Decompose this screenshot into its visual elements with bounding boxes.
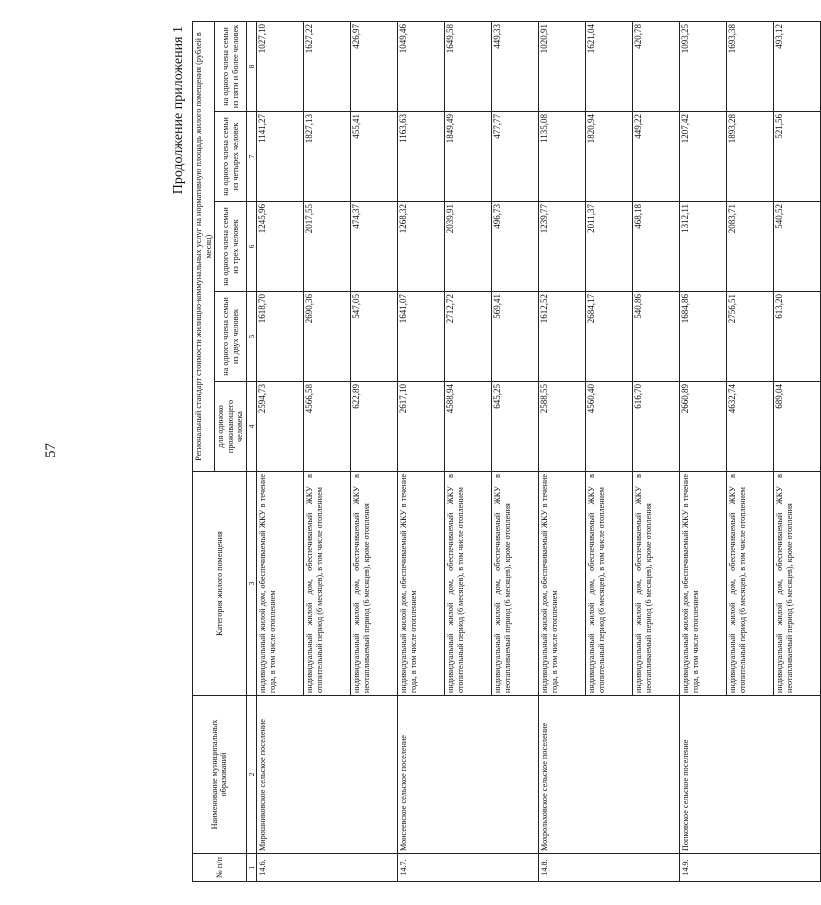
category-cell: индивидуальный жилой дом, обеспечиваемый ЖКУ в течение года, в том числе отоплением [538, 472, 585, 696]
value-cell: 468,18 [632, 202, 679, 292]
header-sub-3: на одного члена семьи из трех человек [215, 202, 247, 292]
category-cell: индивидуальный жилой дом, обеспечиваемый ЖКУ в течение года, в том числе отоплением [679, 472, 726, 696]
value-cell: 2083,71 [726, 202, 773, 292]
row-number: 14.7. [397, 854, 538, 882]
column-index: 1 [246, 854, 256, 882]
value-cell: 1649,58 [444, 21, 491, 111]
category-cell: индивидуальный жилой дом, обеспечиваемый ЖКУ в течение года, в том числе отоплением [256, 472, 303, 696]
municipality-name: Моисеевское сельское поселение [397, 696, 538, 854]
value-cell: 569,41 [491, 292, 538, 382]
column-index: 8 [246, 21, 256, 111]
value-cell: 2011,37 [585, 202, 632, 292]
value-cell: 1239,77 [538, 202, 585, 292]
value-cell: 4560,40 [585, 382, 632, 472]
category-cell: индивидуальный жилой дом, обеспечиваемый ЖКУ в неотапливаемый период (6 месяцев), кроме отопления [491, 472, 538, 696]
value-cell: 2039,91 [444, 202, 491, 292]
header-municipality: Наименование муниципальных образований [193, 696, 247, 854]
value-cell: 2756,51 [726, 292, 773, 382]
table-row [679, 21, 726, 881]
value-cell: 493,12 [773, 21, 820, 111]
category-cell: индивидуальный жилой дом, обеспечиваемый ЖКУ в неотапливаемый период (6 месяцев), кроме отопления [350, 472, 397, 696]
value-cell: 1641,07 [397, 292, 444, 382]
value-cell: 474,37 [350, 202, 397, 292]
value-cell: 2594,73 [256, 382, 303, 472]
value-cell: 622,89 [350, 382, 397, 472]
value-cell: 1163,63 [397, 112, 444, 202]
value-cell: 1684,86 [679, 292, 726, 382]
municipality-name: Попковское сельское поселение [679, 696, 820, 854]
value-cell: 1627,22 [303, 21, 350, 111]
header-sub-5: на одного члена семьи из пяти и более человек [215, 21, 247, 111]
value-cell: 4588,94 [444, 382, 491, 472]
category-cell: индивидуальный жилой дом, обеспечиваемый ЖКУ в отопительный период (6 месяцев), в том числе отоплением [444, 472, 491, 696]
value-cell: 2684,17 [585, 292, 632, 382]
value-cell: 449,33 [491, 21, 538, 111]
value-cell: 2712,72 [444, 292, 491, 382]
table-row [397, 21, 444, 881]
value-cell: 1141,27 [256, 112, 303, 202]
value-cell: 1268,32 [397, 202, 444, 292]
category-cell: индивидуальный жилой дом, обеспечиваемый ЖКУ в неотапливаемый период (6 месяцев), кроме отопления [632, 472, 679, 696]
value-cell: 2588,55 [538, 382, 585, 472]
value-cell: 4632,74 [726, 382, 773, 472]
value-cell: 2017,55 [303, 202, 350, 292]
column-index: 3 [246, 472, 256, 696]
value-cell: 645,25 [491, 382, 538, 472]
value-cell: 420,78 [632, 21, 679, 111]
header-sub-2: на одного члена семьи из двух человек [215, 292, 247, 382]
value-cell: 1312,11 [679, 202, 726, 292]
value-cell: 1618,70 [256, 292, 303, 382]
value-cell: 540,86 [632, 292, 679, 382]
header-no: № п/п [193, 854, 247, 882]
value-cell: 2690,36 [303, 292, 350, 382]
header-standard-group: Региональный стандарт стоимости жилищно-коммунальных услуг на нормативную площадь жилого помещения (рублей в месяц) [193, 21, 215, 471]
value-cell: 1027,10 [256, 21, 303, 111]
value-cell: 547,05 [350, 292, 397, 382]
value-cell: 613,20 [773, 292, 820, 382]
value-cell: 4566,58 [303, 382, 350, 472]
standards-table [192, 21, 821, 882]
municipality-name: Мохрольховское сельское поселение [538, 696, 679, 854]
column-index-row [246, 21, 256, 881]
rotated-page [171, 22, 794, 882]
value-cell: 449,22 [632, 112, 679, 202]
value-cell: 2617,10 [397, 382, 444, 472]
value-cell: 2660,89 [679, 382, 726, 472]
value-cell: 1893,28 [726, 112, 773, 202]
value-cell: 1093,25 [679, 21, 726, 111]
category-cell: индивидуальный жилой дом, обеспечиваемый ЖКУ в отопительный период (6 месяцев), в том числе отоплением [303, 472, 350, 696]
header-sub-1: для одиноко проживающего человека [215, 382, 247, 472]
category-cell: индивидуальный жилой дом, обеспечиваемый ЖКУ в неотапливаемый период (6 месяцев), кроме отопления [773, 472, 820, 696]
value-cell: 1049,46 [397, 21, 444, 111]
header-category: Категория жилого помещения [193, 472, 247, 696]
category-cell: индивидуальный жилой дом, обеспечиваемый ЖКУ в отопительный период (6 месяцев), в том числе отоплением [585, 472, 632, 696]
value-cell: 521,56 [773, 112, 820, 202]
value-cell: 426,97 [350, 21, 397, 111]
value-cell: 455,41 [350, 112, 397, 202]
header-sub-4: на одного члена семьи из четырех человек [215, 112, 247, 202]
category-cell: индивидуальный жилой дом, обеспечиваемый ЖКУ в течение года, в том числе отоплением [397, 472, 444, 696]
value-cell: 1827,13 [303, 112, 350, 202]
column-index: 6 [246, 202, 256, 292]
value-cell: 1207,42 [679, 112, 726, 202]
row-number: 14.9. [679, 854, 820, 882]
value-cell: 1135,08 [538, 112, 585, 202]
column-index: 2 [246, 696, 256, 854]
row-number: 14.6. [256, 854, 397, 882]
value-cell: 1621,04 [585, 21, 632, 111]
value-cell: 616,70 [632, 382, 679, 472]
column-index: 5 [246, 292, 256, 382]
page-number: 57 [43, 443, 59, 458]
value-cell: 540,52 [773, 202, 820, 292]
continuation-label: Продолжение приложения 1 [171, 26, 186, 195]
value-cell: 1245,96 [256, 202, 303, 292]
value-cell: 1820,94 [585, 112, 632, 202]
table-row [538, 21, 585, 881]
category-cell: индивидуальный жилой дом, обеспечиваемый ЖКУ в отопительный период (6 месяцев), в том числе отоплением [726, 472, 773, 696]
row-number: 14.8. [538, 854, 679, 882]
value-cell: 1020,91 [538, 21, 585, 111]
value-cell: 689,04 [773, 382, 820, 472]
table-row [256, 21, 303, 881]
value-cell: 496,73 [491, 202, 538, 292]
column-index: 7 [246, 112, 256, 202]
column-index: 4 [246, 382, 256, 472]
value-cell: 477,77 [491, 112, 538, 202]
municipality-name: Мирошниковское сельское поселение [256, 696, 397, 854]
value-cell: 1849,49 [444, 112, 491, 202]
value-cell: 1612,52 [538, 292, 585, 382]
value-cell: 1693,38 [726, 21, 773, 111]
